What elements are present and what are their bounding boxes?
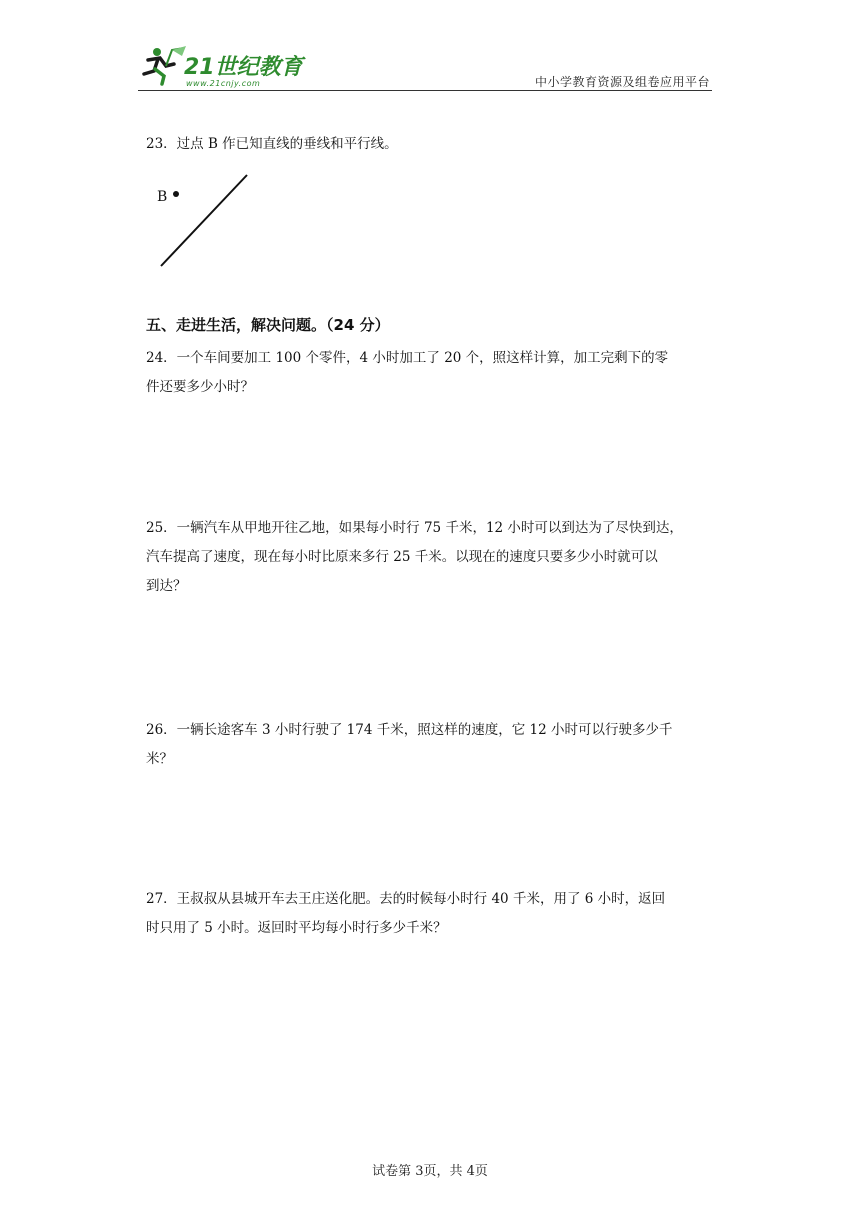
question-24-line-1: 24．一个车间要加工 100 个零件，4 小时加工了 20 个，照这样计算，加工完剩下的零 [146,350,669,366]
question-25-line-2: 汽车提高了速度，现在每小时比原来多行 25 千米。以现在的速度只要多少小时就可以 [146,549,658,565]
given-line [161,175,247,266]
question-24-line-2: 件还要多少小时？ [146,379,254,395]
question-25-line-1: 25．一辆汽车从甲地开往乙地，如果每小时行 75 千米，12 小时可以到达为了尽快到达， [146,520,683,536]
question-23-text: 23．过点 B 作已知直线的垂线和平行线。 [146,136,398,152]
question-27-line-1: 27．王叔叔从县城开车去王庄送化肥。去的时候每小时行 40 千米，用了 6 小时，返回 [146,891,666,907]
site-logo [140,44,315,90]
header-divider [138,90,712,91]
point-b-label: B [157,189,168,205]
question-25 [146,514,718,601]
question-23-figure [150,168,260,273]
point-b [173,191,179,197]
runner-icon [144,46,186,84]
question-27 [146,885,718,943]
question-27-line-2: 时只用了 5 小时。返回时平均每小时行多少千米？ [146,920,447,936]
logo-text: 21世纪教育 [184,55,303,80]
question-26-line-2: 米？ [146,751,173,767]
section-5-title: 五、走进生活，解决问题。（24 分） [146,316,390,334]
question-26 [146,716,718,774]
question-23 [146,130,718,159]
logo-url: www.21cnjy.com [186,79,261,88]
question-26-line-1: 26．一辆长途客车 3 小时行驶了 174 千米，照这样的速度，它 12 小时可以行驶多少千 [146,722,673,738]
platform-name: 中小学教育资源及组卷应用平台 [534,75,710,89]
page-header [0,0,860,100]
question-24 [146,344,718,402]
page-footer: 试卷第 3页，共 4页 [372,1164,488,1179]
question-25-line-3: 到达？ [146,578,187,594]
